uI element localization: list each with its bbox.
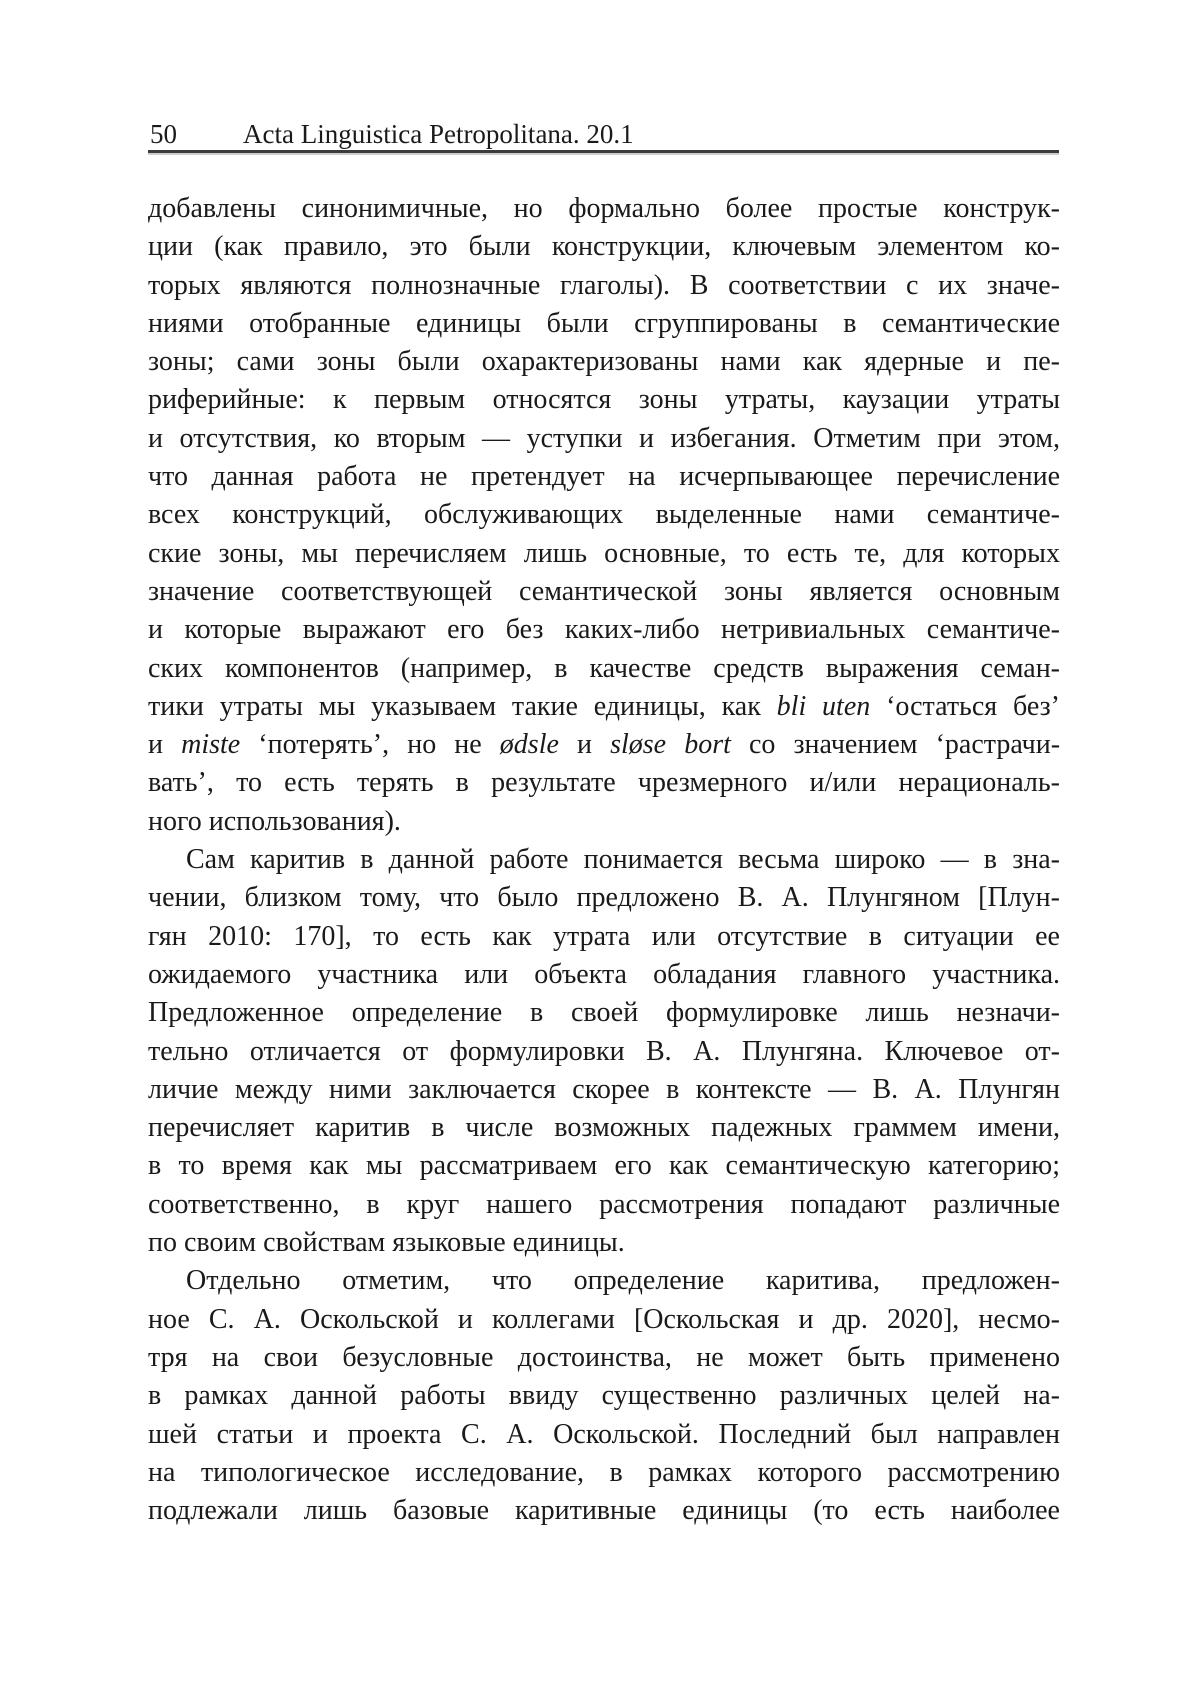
text-line — [148, 841, 1060, 879]
text-line — [148, 305, 1060, 343]
text-line — [148, 1147, 1060, 1185]
text-run: зоны; сами зоны были охарактеризованы нами как ядерные и пе- — [148, 346, 1060, 378]
text-line — [148, 496, 1060, 534]
header-rule — [148, 150, 1059, 153]
text-line — [148, 879, 1060, 917]
text-line — [148, 918, 1060, 956]
page-header — [148, 119, 1060, 151]
text-run: чении, близком тому, что было предложено В. А. Плунгяном [Плун- — [148, 882, 1060, 914]
text-run: тря на свои безусловные достоинства, не может быть применено — [148, 1341, 1060, 1373]
text-line — [148, 1109, 1060, 1147]
text-run: всех конструкций, обслуживающих выделенные нами семантиче- — [148, 499, 1060, 531]
text-line — [148, 228, 1060, 266]
text-run: и — [558, 729, 611, 761]
text-run: ного использования). — [148, 805, 401, 837]
text-run: тельно отличается от формулировки В. А. Плунгяна. Ключевое от- — [148, 1035, 1060, 1067]
text-run: перечисляет каритив в числе возможных падежных граммем имени, — [148, 1112, 1060, 1144]
text-run: Отдельно отметим, что определение каритива, предложен- — [186, 1265, 1060, 1297]
text-line — [148, 956, 1060, 994]
journal-title: Acta Linguistica Petropolitana. 20.1 — [243, 119, 634, 149]
text-run: соответственно, в круг нашего рассмотрения попадают различные — [148, 1188, 1060, 1220]
text-run: тики утраты мы указываем такие единицы, как — [148, 690, 777, 722]
text-line — [148, 381, 1060, 419]
text-line — [148, 343, 1060, 381]
text-line — [148, 1377, 1060, 1415]
text-run: ‘потерять’, но не — [240, 729, 500, 761]
text-run: риферийные: к первым относятся зоны утраты, каузации утраты — [148, 384, 1060, 416]
text-line — [148, 190, 1060, 228]
text-run: со значением ‘растрачи- — [730, 729, 1060, 761]
body-text — [148, 190, 1060, 1530]
text-run: ции (как правило, это были конструкции, ключевым элементом ко- — [148, 231, 1060, 263]
text-run: и которые выражают его без каких-либо нетривиальных семантиче- — [148, 614, 1060, 646]
text-run: ские зоны, мы перечисляем лишь основные, то есть те, для которых — [148, 537, 1060, 569]
text-run: Предложенное определение в своей формулировке лишь незначи- — [148, 997, 1060, 1029]
page-number: 50 — [150, 119, 177, 149]
text-line — [148, 1186, 1060, 1224]
text-line — [148, 650, 1060, 688]
text-line — [148, 535, 1060, 573]
text-run: ских компонентов (например, в качестве средств выражения семан- — [148, 652, 1060, 684]
text-run: в то время как мы рассматриваем его как семантическую категорию; — [148, 1150, 1060, 1182]
text-line — [148, 1262, 1060, 1300]
text-line — [148, 611, 1060, 649]
text-run: значение соответствующей семантической зоны является основным — [148, 575, 1060, 607]
text-run: в рамках данной работы ввиду существенно различных целей на- — [148, 1380, 1060, 1412]
text-run: на типологическое исследование, в рамках которого рассмотрению — [148, 1456, 1060, 1488]
text-run: и отсутствия, ко вторым — уступки и избегания. Отметим при этом, — [148, 422, 1060, 454]
text-line — [148, 1033, 1060, 1071]
text-line — [148, 764, 1060, 802]
text-run: подлежали лишь базовые каритивные единицы (то есть наиболее — [148, 1495, 1060, 1527]
italic-term: bli uten — [776, 690, 871, 722]
text-run: что данная работа не претендует на исчерпывающее перечисление — [148, 461, 1060, 493]
text-run: по своим свойствам языковые единицы. — [148, 1227, 625, 1259]
text-line — [148, 994, 1060, 1032]
text-run: ожидаемого участника или объекта обладания главного участника. — [148, 958, 1060, 990]
text-line — [148, 1224, 1060, 1262]
text-line — [148, 688, 1060, 726]
text-line — [148, 1071, 1060, 1109]
italic-term: miste — [181, 729, 241, 761]
text-run: и — [148, 729, 182, 761]
text-line — [148, 420, 1060, 458]
text-run: ниями отобранные единицы были сгруппированы в семантические — [148, 307, 1060, 339]
text-line — [148, 573, 1060, 611]
text-run: торых являются полнозначные глаголы). В соответствии с их значе- — [148, 269, 1060, 301]
text-run: Сам каритив в данной работе понимается весьма широко — в зна- — [186, 844, 1060, 876]
text-line — [148, 1339, 1060, 1377]
text-line — [148, 1492, 1060, 1530]
text-run: ‘остаться без’ — [870, 690, 1060, 722]
text-run: ное С. А. Оскольской и коллегами [Оскольская и др. 2020], несмо- — [148, 1303, 1060, 1335]
text-line — [148, 458, 1060, 496]
text-run: гян 2010: 170], то есть как утрата или отсутствие в ситуации ее — [148, 920, 1060, 952]
italic-term: ødsle — [499, 729, 559, 761]
text-run: добавлены синонимичные, но формально более простые конструк- — [148, 193, 1060, 224]
text-line — [148, 1454, 1060, 1492]
text-line — [148, 803, 1060, 841]
text-run: шей статьи и проекта С. А. Оскольской. Последний был направлен — [148, 1418, 1060, 1450]
text-line — [148, 1301, 1060, 1339]
italic-term: sløse bort — [610, 729, 731, 761]
text-line — [148, 1416, 1060, 1454]
text-run: вать’, то есть терять в результате чрезмерного и/или нерациональ- — [148, 767, 1060, 799]
text-run: личие между ними заключается скорее в контексте — В. А. Плунгян — [148, 1073, 1060, 1105]
text-line — [148, 267, 1060, 305]
text-line — [148, 726, 1060, 764]
